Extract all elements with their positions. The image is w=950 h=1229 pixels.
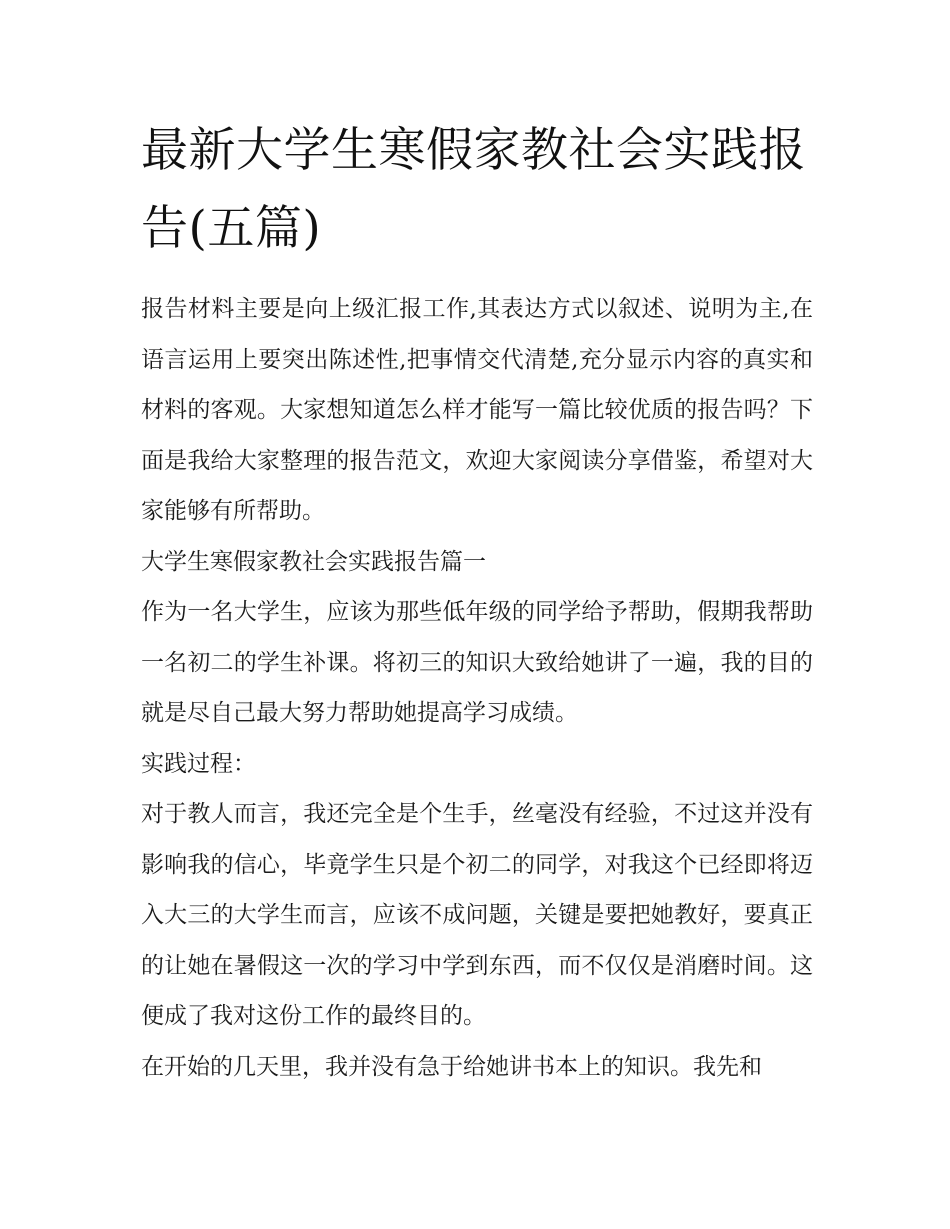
body-paragraph: 在开始的几天里，我并没有急于给她讲书本上的知识。我先和 [141, 1053, 762, 1080]
document-title: 最新大学生寒假家教社会实践报告(五篇) [141, 123, 806, 256]
section-heading: 大学生寒假家教社会实践报告篇一 [141, 548, 486, 575]
subheading: 实践过程： [141, 750, 256, 777]
intro-paragraph: 报告材料主要是向上级汇报工作,其表达方式以叙述、说明为主,在语言运用上要突出陈述性,把事情交代清楚,充分显示内容的真实和材料的客观。大家想知道怎么样才能写一篇比较优质的报告吗？下面是我给大家整理的报告范文，欢迎大家阅读分享借鉴，希望对大家能够有所帮助。 [141, 296, 813, 524]
document-body [141, 112, 813, 1092]
paragraph-list [141, 284, 813, 1092]
body-paragraph: 对于教人而言，我还完全是个生手，丝毫没有经验，不过这并没有影响我的信心，毕竟学生只是个初二的同学，对我这个已经即将迈入大三的大学生而言，应该不成问题，关键是要把她教好，要真正的让她在暑假这一次的学习中学到东西，而不仅仅是消磨时间。这便成了我对这份工作的最终目的。 [141, 801, 813, 1029]
body-paragraph: 作为一名大学生，应该为那些低年级的同学给予帮助，假期我帮助一名初二的学生补课。将初三的知识大致给她讲了一遍，我的目的就是尽自己最大努力帮助她提高学习成绩。 [141, 599, 813, 726]
